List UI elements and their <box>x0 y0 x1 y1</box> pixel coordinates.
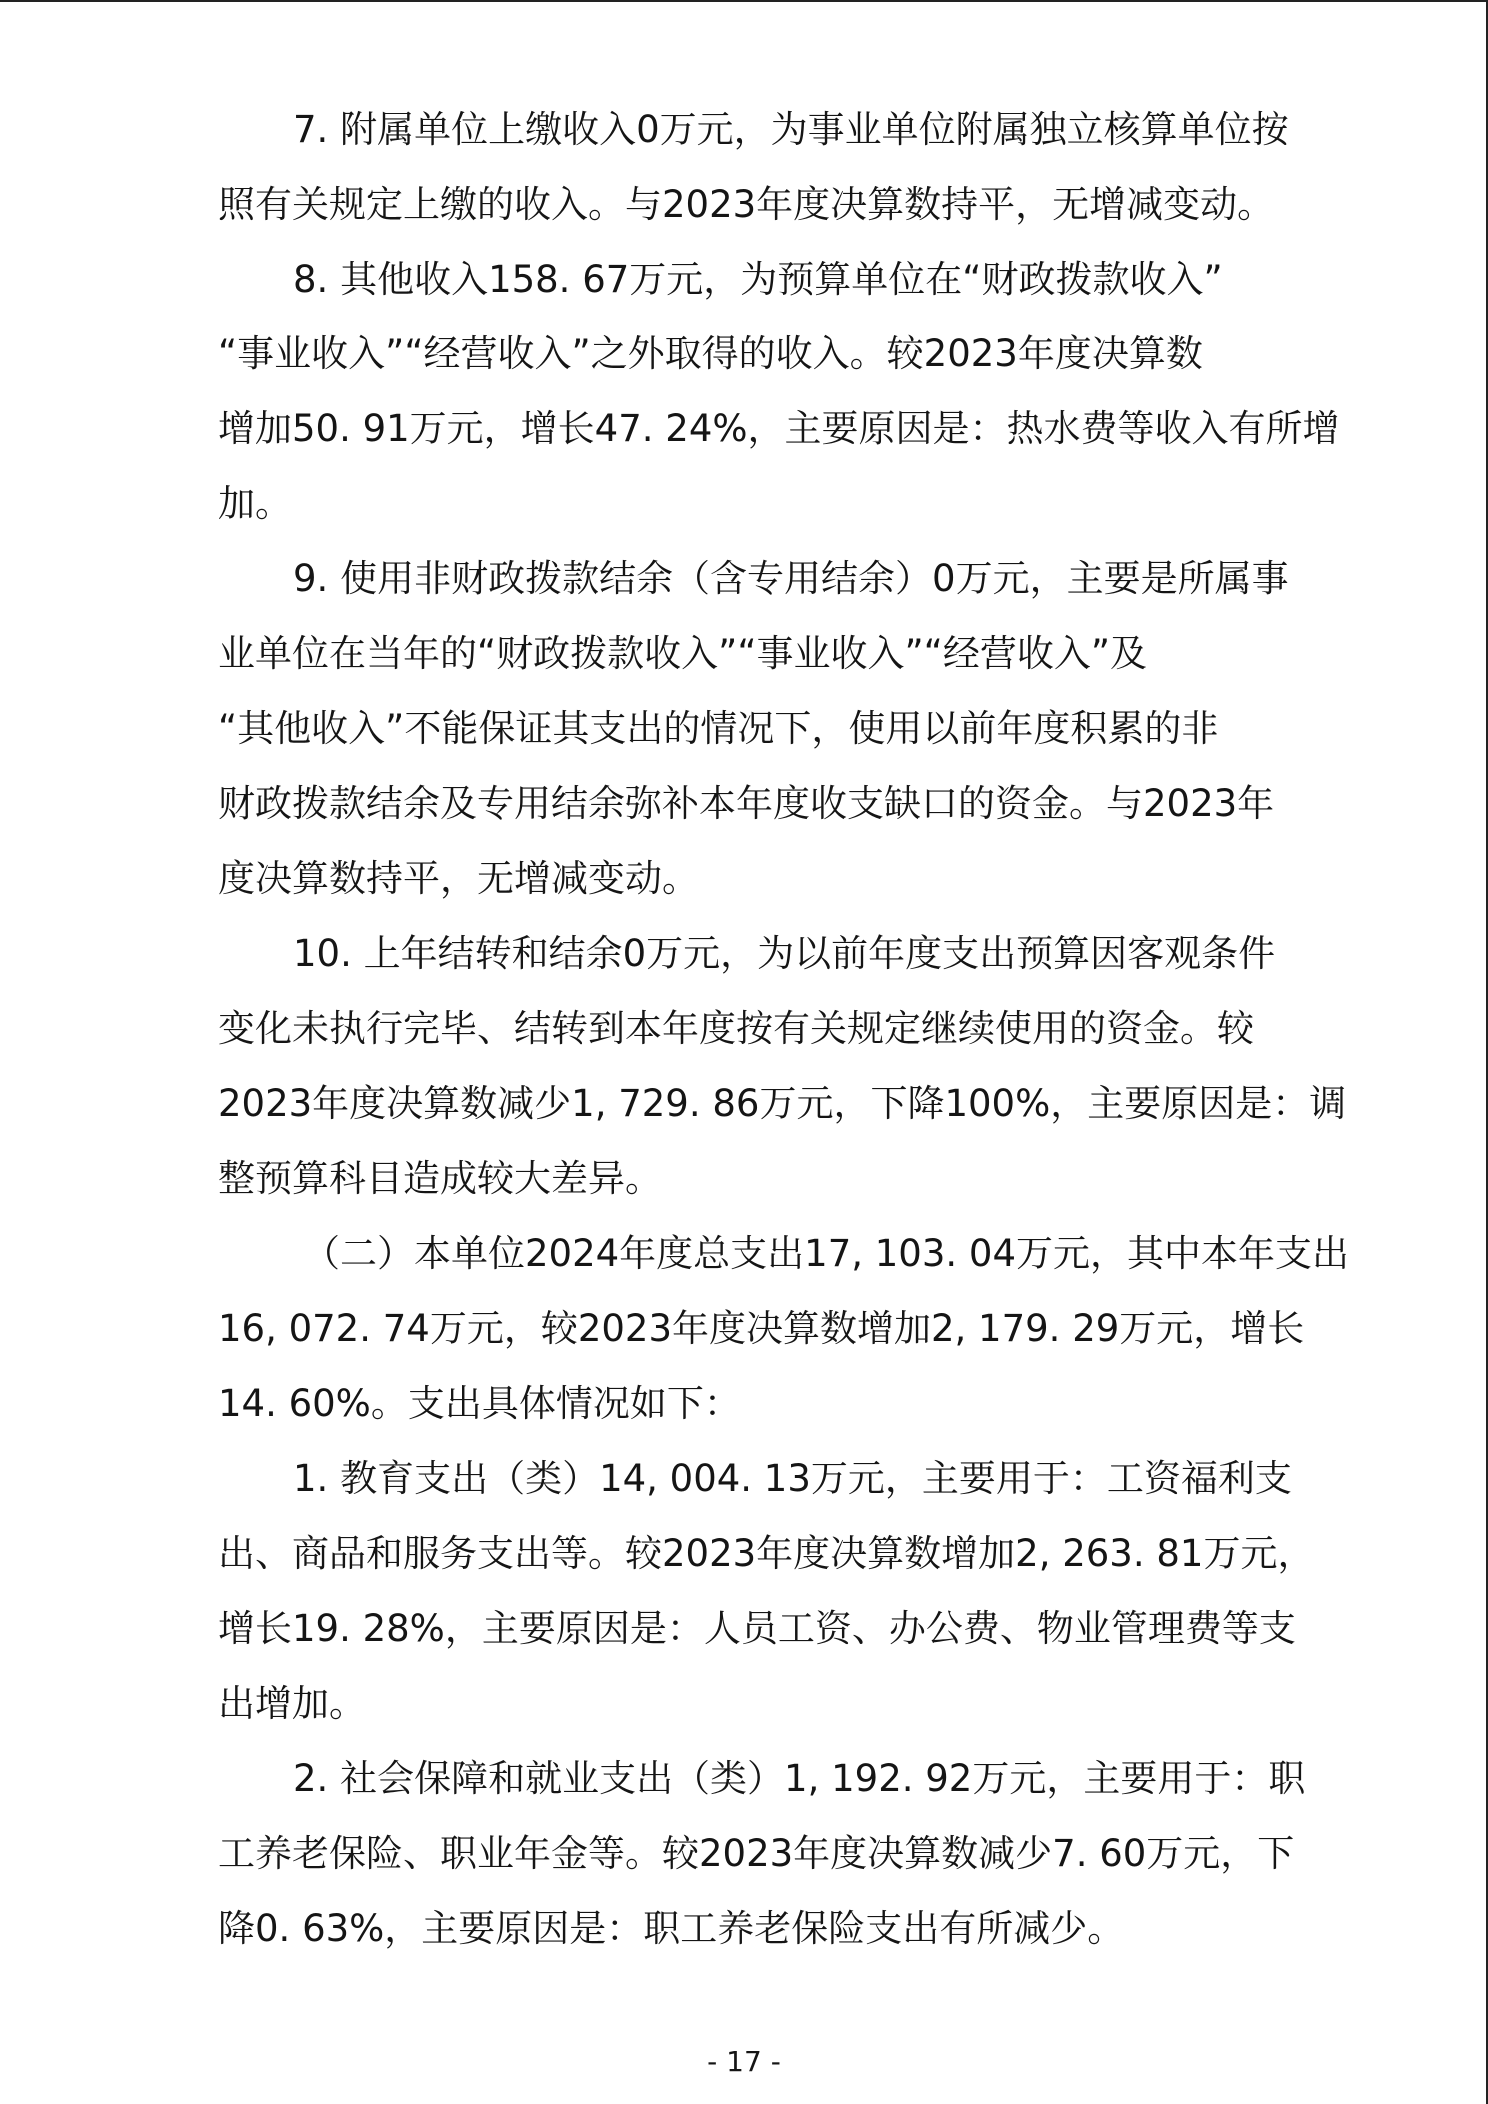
text-line: “事业收入”“经营收入”之外取得的收入。较2023年度决算数 <box>218 332 1203 375</box>
section-heading-line: （二）本单位2024年度总支出17, 103. 04万元，其中本年支出 <box>303 1232 1349 1275</box>
text-line: 10. 上年结转和结余0万元，为以前年度支出预算因客观条件 <box>293 932 1276 975</box>
text-line: 降0. 63%，主要原因是：职工养老保险支出有所减少。 <box>218 1907 1125 1950</box>
text-line: 2. 社会保障和就业支出（类）1, 192. 92万元，主要用于：职 <box>293 1757 1306 1800</box>
text-line: 7. 附属单位上缴收入0万元，为事业单位附属独立核算单位按 <box>293 108 1289 151</box>
text-line: 出、商品和服务支出等。较2023年度决算数增加2, 263. 81万元， <box>218 1532 1315 1575</box>
text-line: 2023年度决算数减少1, 729. 86万元，下降100%，主要原因是：调 <box>218 1082 1347 1125</box>
text-line: 工养老保险、职业年金等。较2023年度决算数减少7. 60万元，下 <box>218 1832 1295 1875</box>
page-number: - 17 - <box>707 2045 781 2078</box>
text-line: 16, 072. 74万元，较2023年度决算数增加2, 179. 29万元，增长 <box>218 1307 1305 1350</box>
text-line: 度决算数持平，无增减变动。 <box>218 857 699 900</box>
text-line: 1. 教育支出（类）14, 004. 13万元，主要用于：工资福利支 <box>293 1457 1292 1500</box>
text-line: 增加50. 91万元，增长47. 24%，主要原因是：热水费等收入有所增 <box>218 407 1340 450</box>
text-line: 业单位在当年的“财政拨款收入”“事业收入”“经营收入”及 <box>218 632 1148 675</box>
text-line: 变化未执行完毕、结转到本年度按有关规定继续使用的资金。较 <box>218 1007 1254 1050</box>
text-line: 增长19. 28%，主要原因是：人员工资、办公费、物业管理费等支 <box>218 1607 1296 1650</box>
text-line: “其他收入”不能保证其支出的情况下，使用以前年度积累的非 <box>218 707 1219 750</box>
text-line: 加。 <box>218 482 292 525</box>
text-line: 财政拨款结余及专用结余弥补本年度收支缺口的资金。与2023年 <box>218 782 1275 825</box>
text-line: 照有关规定上缴的收入。与2023年度决算数持平，无增减变动。 <box>218 183 1275 226</box>
text-line: 9. 使用非财政拨款结余（含专用结余）0万元，主要是所属事 <box>293 557 1289 600</box>
text-line: 14. 60%。支出具体情况如下： <box>218 1382 741 1425</box>
text-line: 出增加。 <box>218 1682 366 1725</box>
text-line: 整预算科目造成较大差异。 <box>218 1157 662 1200</box>
text-line: 8. 其他收入158. 67万元，为预算单位在“财政拨款收入” <box>293 258 1223 301</box>
